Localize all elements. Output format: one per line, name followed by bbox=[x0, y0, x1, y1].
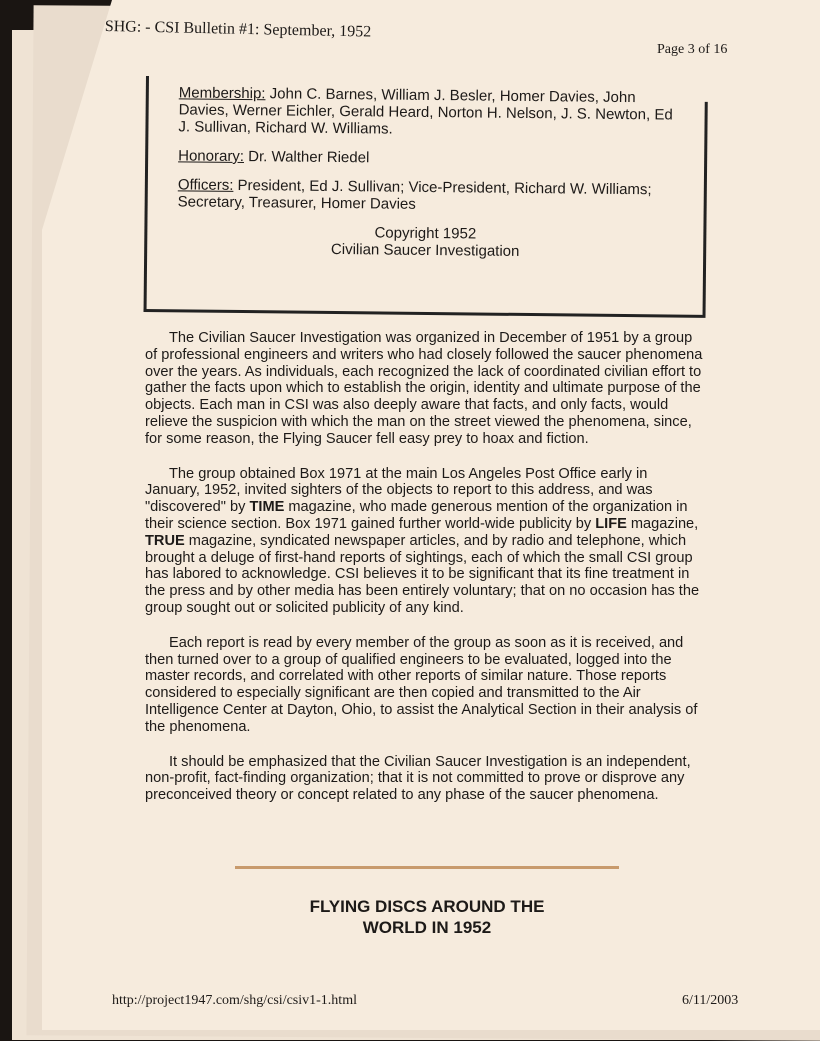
organization: Civilian Saucer Investigation bbox=[330, 240, 520, 260]
membership bbox=[178, 84, 679, 140]
text-bold: TIME bbox=[249, 499, 285, 516]
page-number: Page 3 of 16 bbox=[657, 42, 728, 57]
membership-label: Membership: bbox=[178, 84, 266, 103]
officers-label: Officers: bbox=[177, 176, 234, 194]
copyright: Copyright 1952 bbox=[374, 224, 477, 243]
text: magazine, bbox=[626, 515, 699, 532]
paragraph: It should be emphasized that the Civilian Saucer Investigation is an independent, non-profit, fact-finding organization; that it is not committed to prove or disprove any preconceived theory or concept related to any phase of the saucer phenomena. bbox=[145, 753, 691, 804]
section-title-line: WORLD IN 1952 bbox=[362, 918, 492, 937]
text: The group obtained Box 1971 at the main Los Angeles Post Office early in January, 1952, invited sighters of the objects to report to this address, and was "discovered" by bbox=[145, 465, 653, 516]
officers bbox=[178, 176, 678, 215]
honorary-label: Honorary: bbox=[178, 147, 245, 166]
section-title-line: FLYING DISCS AROUND THE bbox=[309, 897, 545, 916]
header-title: SHG: - CSI Bulletin #1: September, 1952 bbox=[104, 18, 372, 41]
membership-text: John C. Barnes, William J. Besler, Homer Davies, John Davies, Werner Eichler, Gerald Heard, Norton H. Nelson, J. S. Newton, Ed J. Sullivan, Richard W. Williams. bbox=[178, 85, 673, 138]
footer-url: http://project1947.com/shg/csi/csiv1-1.html bbox=[112, 993, 357, 1008]
paragraph: The Civilian Saucer Investigation was organized in December of 1951 by a group of professional engineers and writers who had closely followed the saucer phenomena over the years. As individuals, each recognized the lack of coordinated civilian effort to gather the facts upon which to establish the origin, identity and ultimate purpose of the objects. Each man in CSI was also deeply aware that facts, and only facts, would relieve the suspicion with which the man on the street viewed the phenomena, since, for some reason, the Flying Saucer fell easy prey to hoax and fiction. bbox=[145, 330, 703, 447]
text: magazine, syndicated newspaper articles, and by radio and telephone, which brought a deluge of first-hand reports of sightings, each of which the small CSI group has labored to acknowledge. CSI believes it to be significant that its fine treatment in the press and by other media has been entirely voluntary; that on no occasion has the group sought out or solicited publicity of any kind. bbox=[145, 532, 700, 616]
text-bold: TRUE bbox=[145, 532, 185, 549]
text: magazine, who made generous mention of the organization in their science section. Box 1971 gained further world-wide publicity by bbox=[145, 499, 688, 532]
officers-text: President, Ed J. Sullivan; Vice-President, Richard W. Williams; Secretary, Treasurer, Homer Davies bbox=[177, 176, 652, 213]
section-title bbox=[240, 896, 614, 938]
footer-date: 6/11/2003 bbox=[682, 993, 739, 1008]
honorary bbox=[178, 147, 678, 169]
honorary-text: Dr. Walther Riedel bbox=[243, 148, 370, 167]
membership-box bbox=[144, 76, 705, 318]
paragraph bbox=[145, 466, 705, 617]
paragraph: Each report is read by every member of the group as soon as it is received, and then turned over to a group of qualified engineers to be evaluated, logged into the master records, and correlated with other reports of similar nature. Those reports considered to especially significant are then copied and transmitted to the Air Intelligence Center at Dayton, Ohio, to assist the Analytical Section in their analysis of the phenomena. bbox=[145, 634, 698, 735]
body-text bbox=[145, 330, 705, 822]
divider bbox=[235, 866, 619, 869]
text-bold: LIFE bbox=[595, 515, 627, 532]
